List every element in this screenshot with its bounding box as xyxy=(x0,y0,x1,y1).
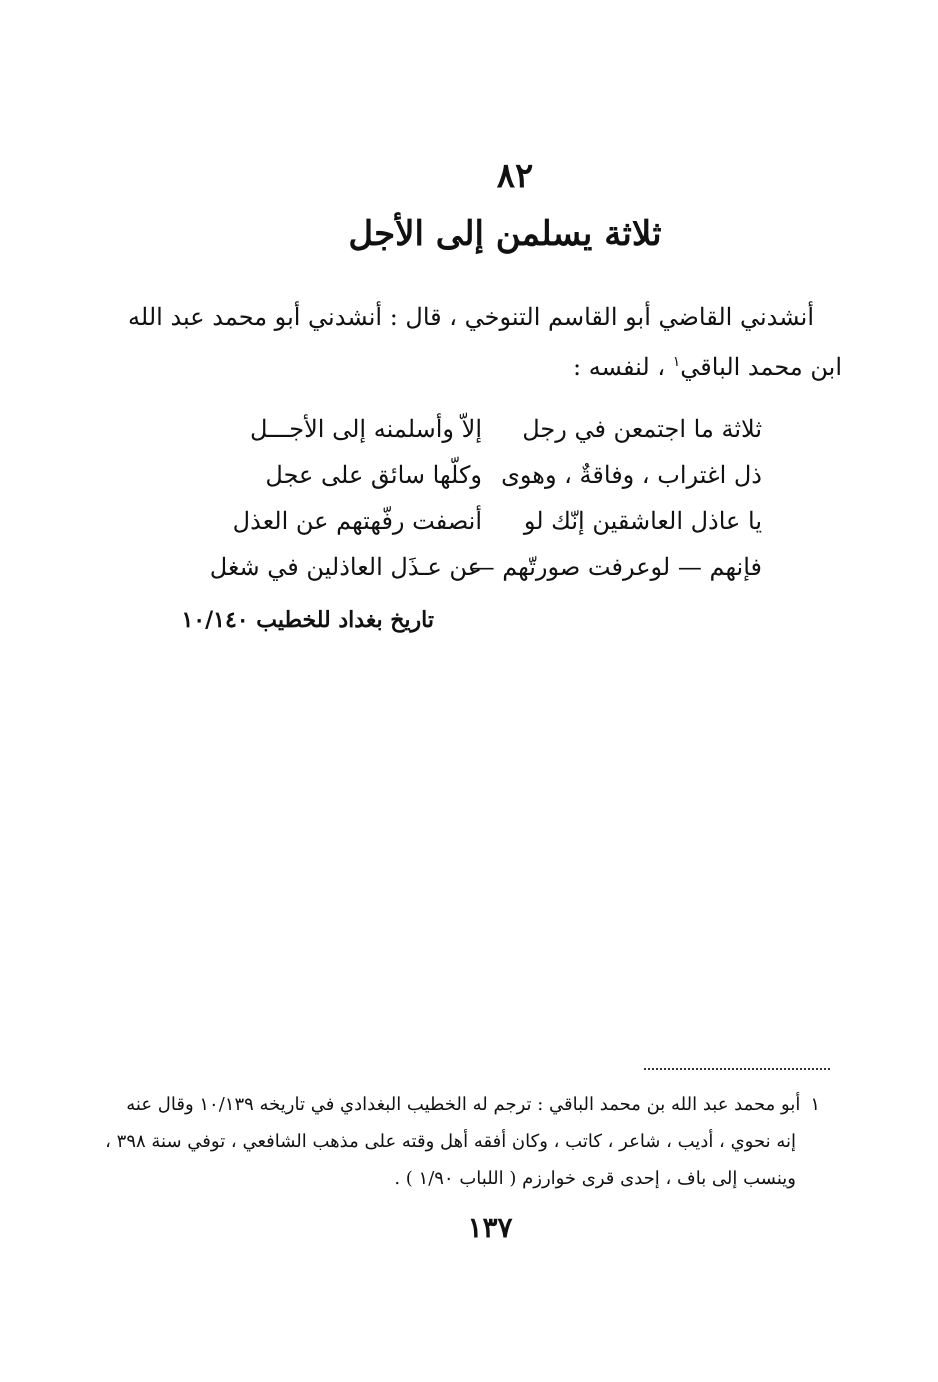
verse-3-second-hemistich: أنصفت رفّهتهم عن العذل xyxy=(232,507,482,535)
intro-line-1: أنشدني القاضي أبو القاسم التنوخي ، قال : أنشدني أبو محمد عبد الله xyxy=(128,303,814,331)
section-number: ٨٢ xyxy=(496,156,534,196)
intro-line-2 xyxy=(573,350,842,384)
footnote-marker: ١ xyxy=(810,1094,820,1115)
page-number: ١٣٧ xyxy=(467,1211,513,1244)
footnote-line-3: وينسب إلى باف ، إحدى قرى خوارزم ( اللباب ١/٩٠ ) . xyxy=(394,1168,796,1189)
verse-2-first-hemistich: ذل اغتراب ، وفاقةٌ ، وهوى xyxy=(501,461,762,489)
verse-1-second-hemistich: إلاّ وأسلمنه إلى الأجـــل xyxy=(250,415,482,443)
footnote-line-2: إنه نحوي ، أديب ، شاعر ، كاتب ، وكان أفقه أهل وقته على مذهب الشافعي ، توفي سنة ٣٩٨ ، xyxy=(105,1131,796,1152)
footnote-line-1-text: أبو محمد عبد الله بن محمد الباقي : ترجم له الخطيب البغدادي في تاريخه ١٠/١٣٩ وقال عنه xyxy=(126,1094,801,1115)
verse-4-first-hemistich: فإنهم — لوعرفت صورتّهم — xyxy=(470,553,762,581)
footnote-reference: ١ xyxy=(672,354,681,370)
intro-line-2-start: ابن محمد الباقي xyxy=(680,353,842,381)
source-citation: تاريخ بغداد للخطيب ١٠/١٤٠ xyxy=(181,607,434,633)
section-title: ثلاثة يسلمن إلى الأجل xyxy=(348,214,662,254)
footnote-divider xyxy=(644,1068,830,1070)
intro-line-2-end: ، لنفسه : xyxy=(573,353,673,381)
verse-2-second-hemistich: وكلّها سائق على عجل xyxy=(265,461,482,489)
verse-1-first-hemistich: ثلاثة ما اجتمعن في رجل xyxy=(522,415,762,443)
verse-4-second-hemistich: عن عـذَل العاذلين في شغل xyxy=(209,553,482,581)
footnote-line-1 xyxy=(126,1090,820,1120)
verse-3-first-hemistich: يا عاذل العاشقين إنّك لو xyxy=(523,507,762,535)
